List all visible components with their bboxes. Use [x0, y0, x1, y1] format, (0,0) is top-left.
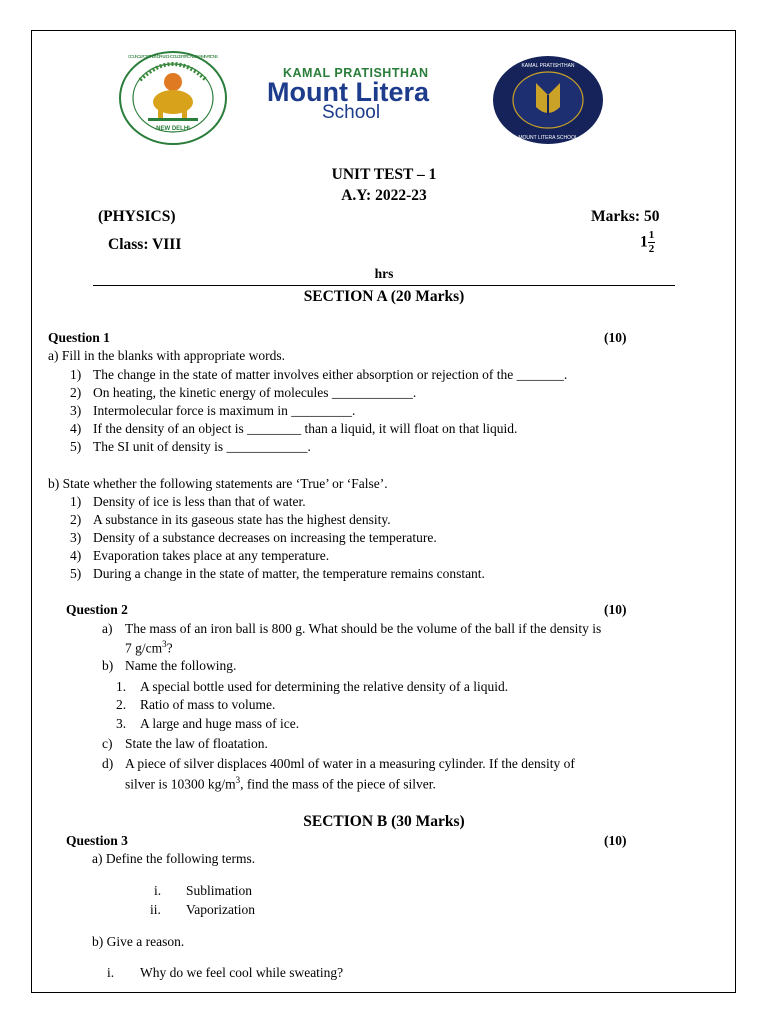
duration-fraction — [648, 229, 656, 256]
q1a-number: 4) — [70, 421, 82, 436]
q2-part-a-letter: a) — [102, 621, 113, 636]
q1b-item: Evaporation takes place at any temperature. — [93, 548, 330, 563]
q2b-item: Ratio of mass to volume. — [140, 697, 276, 712]
q2-part-b-letter: b) — [102, 658, 114, 673]
q2b-number: 1. — [116, 679, 127, 694]
q1a-item: On heating, the kinetic energy of molecules ____________. — [93, 385, 417, 400]
q1b-number: 2) — [70, 512, 82, 527]
duration-whole: 1 — [640, 233, 648, 251]
class-label: Class: VIII — [108, 236, 182, 253]
school-sub: School — [322, 102, 381, 123]
school-top-line: KAMAL PRATISHTHAN — [283, 66, 429, 80]
q1b-number: 5) — [70, 566, 82, 581]
q2b-number: 3. — [116, 716, 127, 731]
q3-part-a-instruction: a) Define the following terms. — [92, 851, 256, 866]
q1b-item: Density of ice is less than that of water. — [93, 494, 306, 509]
duration-unit: hrs — [374, 266, 394, 281]
seal-ring-text: COUNCIL FOR THE INDIAN SCHOOL CERTIFICATE EXAMINATIONS — [127, 54, 218, 59]
q3a-item: Vaporization — [186, 902, 255, 917]
q1-part-a-instruction: a) Fill in the blanks with appropriate words. — [48, 348, 285, 363]
seal-ring-bottom-text: MOUNT LITERA SCHOOL — [518, 135, 578, 141]
question-3-marks: (10) — [604, 833, 627, 848]
q2-part-b-text: Name the following. — [125, 658, 237, 673]
q1-part-b-instruction: b) State whether the following statements are ‘True’ or ‘False’. — [48, 476, 388, 491]
section-a-heading: SECTION A (20 Marks) — [303, 288, 465, 305]
q1b-number: 1) — [70, 494, 82, 509]
q2-part-c-text: State the law of floatation. — [125, 736, 268, 751]
q1a-item: Intermolecular force is maximum in _________. — [93, 403, 356, 418]
q2-part-a-line2 — [125, 639, 173, 657]
academic-year: A.Y: 2022-23 — [341, 187, 427, 204]
q2-part-a-line1: The mass of an iron ball is 800 g. What should be the volume of the ball if the density is — [125, 621, 602, 636]
q3-part-b-instruction: b) Give a reason. — [92, 934, 185, 949]
question-2-marks: (10) — [604, 602, 627, 617]
test-title: UNIT TEST – 1 — [331, 166, 437, 183]
q1a-item: If the density of an object is ________ than a liquid, it will float on that liquid. — [93, 421, 518, 436]
q2d-rest-text: , find the mass of the piece of silver. — [240, 776, 436, 792]
question-1-marks: (10) — [604, 330, 627, 345]
q2-part-d-line2 — [125, 775, 436, 793]
question-3-label: Question 3 — [66, 833, 128, 848]
q2d-density-text: silver is 10300 kg/m — [125, 776, 236, 792]
subject: (PHYSICS) — [98, 208, 176, 225]
q2a-density-text: 7 g/cm — [125, 640, 163, 656]
q3b-number: i. — [107, 965, 115, 980]
q1b-item: During a change in the state of matter, the temperature remains constant. — [93, 566, 485, 581]
q1a-number: 5) — [70, 439, 82, 454]
q1b-number: 3) — [70, 530, 82, 545]
q1b-number: 4) — [70, 548, 82, 563]
q2b-number: 2. — [116, 697, 127, 712]
seal-bottom-text: NEW DELHI — [156, 126, 190, 132]
question-2-label: Question 2 — [66, 602, 128, 617]
q2b-item: A large and huge mass of ice. — [140, 716, 300, 731]
q1b-item: Density of a substance decreases on increasing the temperature. — [93, 530, 437, 545]
q2a-superscript: 3 — [162, 639, 167, 649]
q2d-superscript: 3 — [235, 775, 241, 785]
duration — [640, 229, 655, 256]
q2a-question-mark: ? — [166, 640, 173, 656]
q2-part-d-letter: d) — [102, 756, 114, 771]
q3a-number: ii. — [150, 902, 161, 917]
q1a-number: 1) — [70, 367, 82, 382]
q1a-item: The change in the state of matter involves either absorption or rejection of the _______. — [93, 367, 568, 382]
seal-ring-top-text: KAMAL PRATISHTHAN — [521, 63, 575, 69]
q3b-item: Why do we feel cool while sweating? — [140, 965, 344, 980]
q1b-item: A substance in its gaseous state has the highest density. — [93, 512, 391, 527]
q1a-number: 3) — [70, 403, 82, 418]
q2b-item: A special bottle used for determining the relative density of a liquid. — [140, 679, 509, 694]
school-seal-logo — [492, 55, 604, 145]
total-marks: Marks: 50 — [591, 208, 660, 225]
q3a-number: i. — [154, 883, 162, 898]
q1a-item: The SI unit of density is ____________. — [93, 439, 311, 454]
duration-numerator: 1 — [648, 229, 655, 241]
duration-denominator: 2 — [648, 243, 655, 255]
q1a-number: 2) — [70, 385, 82, 400]
q3a-item: Sublimation — [186, 883, 253, 898]
cisce-seal-logo — [118, 50, 228, 146]
header-rule — [93, 285, 675, 286]
q2-part-c-letter: c) — [102, 736, 113, 751]
question-1-label: Question 1 — [48, 330, 110, 345]
q2-part-d-line1: A piece of silver displaces 400ml of water in a measuring cylinder. If the density of — [125, 756, 575, 771]
school-name: Mount Litera — [267, 77, 429, 107]
section-b-heading: SECTION B (30 Marks) — [303, 813, 465, 830]
